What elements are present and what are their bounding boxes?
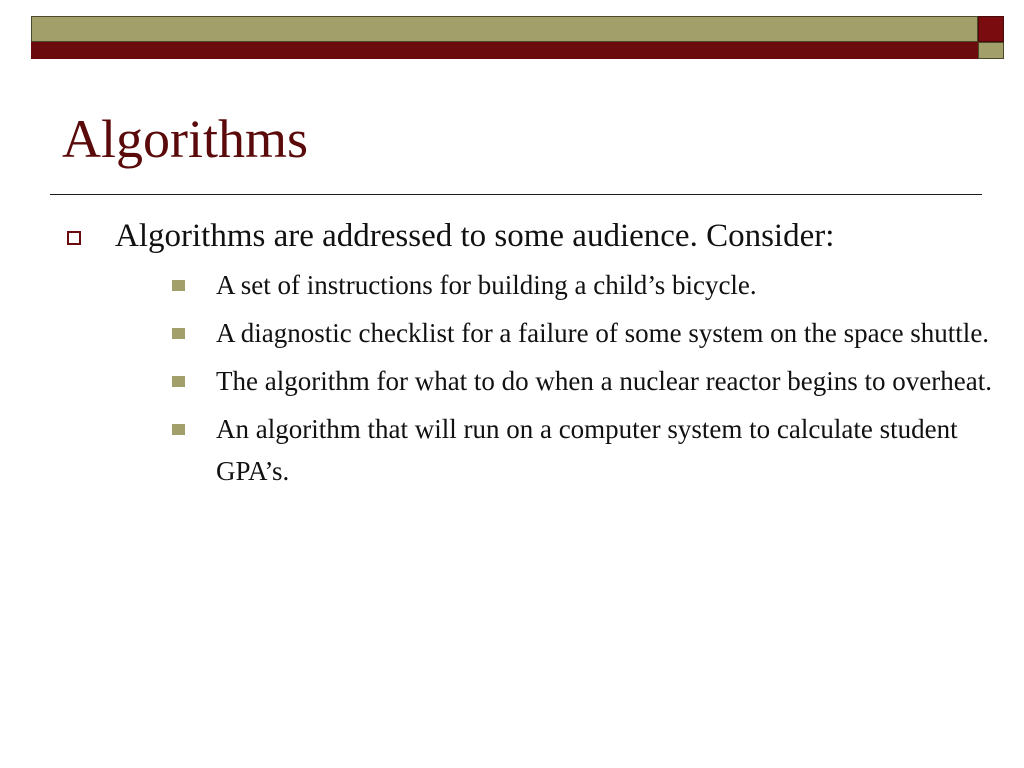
filled-square-bullet-icon — [172, 376, 185, 387]
sub-bullet-item — [115, 408, 1006, 492]
sub-bullet-text: A set of instructions for building a child’s bicycle. — [216, 270, 757, 300]
sub-bullet-list — [115, 264, 992, 492]
sub-bullet-item — [115, 312, 1006, 354]
bullet-item — [62, 214, 992, 492]
sub-bullet-item — [115, 264, 1006, 306]
filled-square-bullet-icon — [172, 424, 185, 435]
filled-square-bullet-icon — [172, 280, 185, 291]
sub-bullet-item — [115, 360, 1006, 402]
bullet-list — [62, 214, 992, 498]
header-square-maroon — [978, 16, 1004, 42]
sub-bullet-text: The algorithm for what to do when a nuclear reactor begins to overheat. — [216, 366, 992, 396]
header-bar-maroon — [31, 42, 978, 59]
title-divider — [50, 194, 982, 195]
bullet-text: Algorithms are addressed to some audience. Consider: — [115, 218, 835, 254]
sub-bullet-text: An algorithm that will run on a computer system to calculate student GPA’s. — [216, 414, 958, 486]
slide-title: Algorithms — [62, 109, 309, 169]
hollow-square-bullet-icon — [67, 231, 81, 245]
header-square-olive — [978, 42, 1004, 59]
sub-bullet-text: A diagnostic checklist for a failure of some system on the space shuttle. — [216, 318, 990, 348]
header-bar-olive — [31, 16, 978, 42]
filled-square-bullet-icon — [172, 328, 185, 339]
